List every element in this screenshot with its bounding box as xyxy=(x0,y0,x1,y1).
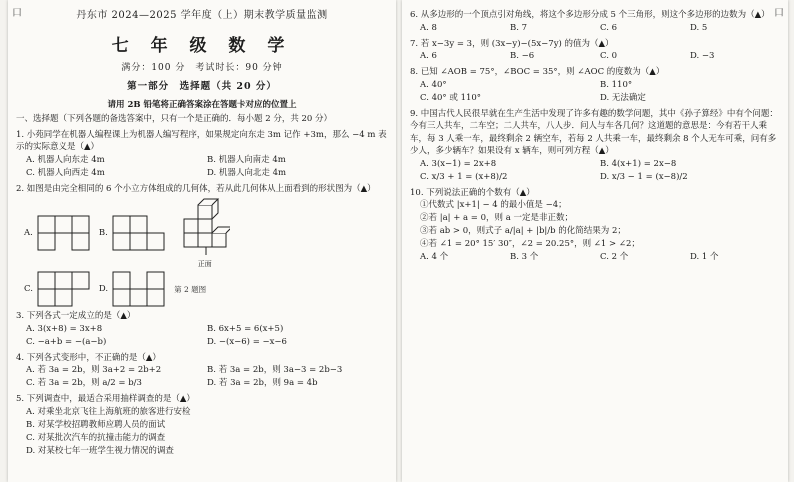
statement: ③若 ab > 0，则式子 a/|a| + |b|/b 的化简结果为 2； xyxy=(420,226,626,236)
option-b-figure xyxy=(99,215,166,251)
option: C. 机器人向西走 4m xyxy=(26,167,105,178)
solid-figure xyxy=(180,197,230,269)
option: C. 6 xyxy=(600,22,618,33)
question-list xyxy=(402,0,788,264)
option: B. 4(x+1) = 2x−8 xyxy=(600,158,677,169)
option: B. −6 xyxy=(510,51,535,61)
option: A. 对乘坐北京飞往上海航班的旅客进行安检 xyxy=(26,406,191,417)
option: C. −a+b = −(a−b) xyxy=(26,336,107,347)
option: C. 0 xyxy=(600,51,618,61)
corner-mark: 口 xyxy=(774,8,784,19)
question-9: 9. 中国古代人民很早就在生产生活中发现了许多有趣的数学问题，其中《孙子算经》中有个问题：今有三人共车，二车空；二人共车，八人步．问人与车各几何？这道题的意思是：今有若干人乘车，每 3 人乘一车，最终剩余 2 辆空车，若每 2 人共乘一车，最终剩余 8 个人无车可乘，问有多少人，多少辆车？如果设有 x 辆车，则可列方程（▲） xyxy=(410,108,778,156)
question-2-figures xyxy=(16,197,388,269)
option: D. −3 xyxy=(690,51,715,61)
question-7: 7. 若 x−3y = 3，则 (3x−y)−(5x−7y) 的值为（▲） xyxy=(410,38,614,49)
option: A. 40° xyxy=(420,79,447,90)
option-label: A. xyxy=(24,228,33,238)
top-view-c-icon xyxy=(37,271,91,307)
option: A. 机器人向东走 4m xyxy=(26,154,105,165)
option: D. 无法确定 xyxy=(600,92,646,103)
question-10-options xyxy=(410,251,780,264)
option: C. x/3 + 1 = (x+8)/2 xyxy=(420,171,508,182)
option: C. 2 个 xyxy=(600,252,629,262)
figure-caption: 第 2 题图 xyxy=(174,284,207,294)
part-heading: 第一部分 选择题（共 20 分） xyxy=(127,81,277,92)
exam-meta: 满分：100 分 考试时长：90 分钟 xyxy=(121,63,283,73)
corner-mark: 口 xyxy=(12,8,22,19)
option: A. 若 3a = 2b，则 3a+2 = 2b+2 xyxy=(26,365,162,375)
option: C. 若 3a = 2b，则 a/2 = b/3 xyxy=(26,378,142,388)
left-page xyxy=(8,0,396,482)
option: D. 对某校七年一班学生视力情况的调查 xyxy=(26,445,174,456)
question-6: 6. 从多边形的一个顶点引对角线，将这个多边形分成 5 个三角形，则这个多边形的边数为（▲） xyxy=(410,10,770,20)
question-5-options xyxy=(16,406,388,458)
option: B. 若 3a = 2b，则 3a−3 = 2b−3 xyxy=(207,365,343,375)
question-1: 1. 小苑同学在机器人编程课上为机器人编写程序，如果规定向东走 3m 记作 +3m，那么 −4 m 表示的实际意义是（▲） xyxy=(16,129,387,152)
question-8-options xyxy=(410,79,780,105)
option: B. 机器人向南走 4m xyxy=(207,154,286,165)
section-heading: 一、选择题（下列各题的备选答案中，只有一个是正确的．每小题 2 分，共 20 分） xyxy=(16,114,333,124)
option: A. 6 xyxy=(420,51,437,61)
option: D. 1 个 xyxy=(690,252,719,262)
exam-header: 丹东市 2024—2025 学年度（上）期末教学质量监测 xyxy=(76,10,328,21)
top-view-a-icon xyxy=(37,215,91,251)
statement: ②若 |a| + a = 0，则 a 一定是非正数； xyxy=(420,213,573,223)
option: D. x/3 − 1 = (x−8)/2 xyxy=(600,171,688,182)
question-8: 8. 已知 ∠AOB = 75°，∠BOC = 35°，则 ∠AOC 的度数为（▲） xyxy=(410,67,665,77)
option: B. 110° xyxy=(600,79,633,90)
option: D. −(x−6) = −x−6 xyxy=(207,336,287,347)
question-list xyxy=(8,113,396,458)
option: B. 7 xyxy=(510,22,528,33)
option: A. 8 xyxy=(420,22,437,33)
question-7-options xyxy=(410,50,780,63)
option: C. 对某批次汽车的抗撞击能力的调查 xyxy=(26,432,166,443)
question-2-figures-row2 xyxy=(16,271,388,307)
option-a-figure xyxy=(24,215,91,251)
question-10-statements xyxy=(410,199,780,251)
question-4: 4. 下列各式变形中，不正确的是（▲） xyxy=(16,352,161,363)
option-label: C. xyxy=(24,284,33,294)
option: A. 4 个 xyxy=(420,252,449,262)
question-1-options xyxy=(16,154,388,180)
top-view-b-icon xyxy=(112,215,166,251)
question-5: 5. 下列调查中，最适合采用抽样调查的是（▲） xyxy=(16,394,195,404)
question-2: 2. 如图是由完全相同的 6 个小立方体组成的几何体，若从此几何体从上面看到的形状图为（▲） xyxy=(16,183,376,194)
option: C. 40° 或 110° xyxy=(420,92,482,103)
exam-title: 七 年 级 数 学 xyxy=(111,36,293,56)
cube-stack-icon xyxy=(180,197,230,257)
front-label: 正面 xyxy=(197,260,212,268)
question-10: 10. 下列说法正确的个数有（▲） xyxy=(410,187,535,198)
option: B. 3 个 xyxy=(510,252,539,262)
option: B. 对某学校招聘教师应聘人员的面试 xyxy=(26,419,166,430)
option-c-figure xyxy=(24,271,91,307)
option: B. 6x+5 = 6(x+5) xyxy=(207,323,284,334)
option: A. 3(x−1) = 2x+8 xyxy=(420,158,497,169)
option-label: B. xyxy=(98,228,108,238)
statement: ④若 ∠1 = 20° 15′ 30″，∠2 = 20.25°，则 ∠1 > ∠2； xyxy=(420,239,640,249)
right-page xyxy=(402,0,788,482)
option-label: D. xyxy=(98,284,109,294)
option: D. 机器人向北走 4m xyxy=(207,167,287,178)
question-3: 3. 下列各式一定成立的是（▲） xyxy=(16,311,136,321)
question-9-options xyxy=(410,158,780,184)
option: A. 3(x+8) = 3x+8 xyxy=(26,323,103,334)
top-view-d-icon xyxy=(112,271,166,307)
question-4-options xyxy=(16,364,388,390)
answer-notice: 请用 2B 铅笔将正确答案涂在答题卡对应的位置上 xyxy=(107,100,297,110)
option-d-figure xyxy=(99,271,166,307)
option: D. 5 xyxy=(690,22,708,33)
question-3-options xyxy=(16,323,388,349)
statement: ①代数式 |x+1| − 4 的最小值是 −4； xyxy=(420,200,567,210)
question-6-options xyxy=(410,22,780,35)
option: D. 若 3a = 2b，则 9a = 4b xyxy=(207,378,318,388)
